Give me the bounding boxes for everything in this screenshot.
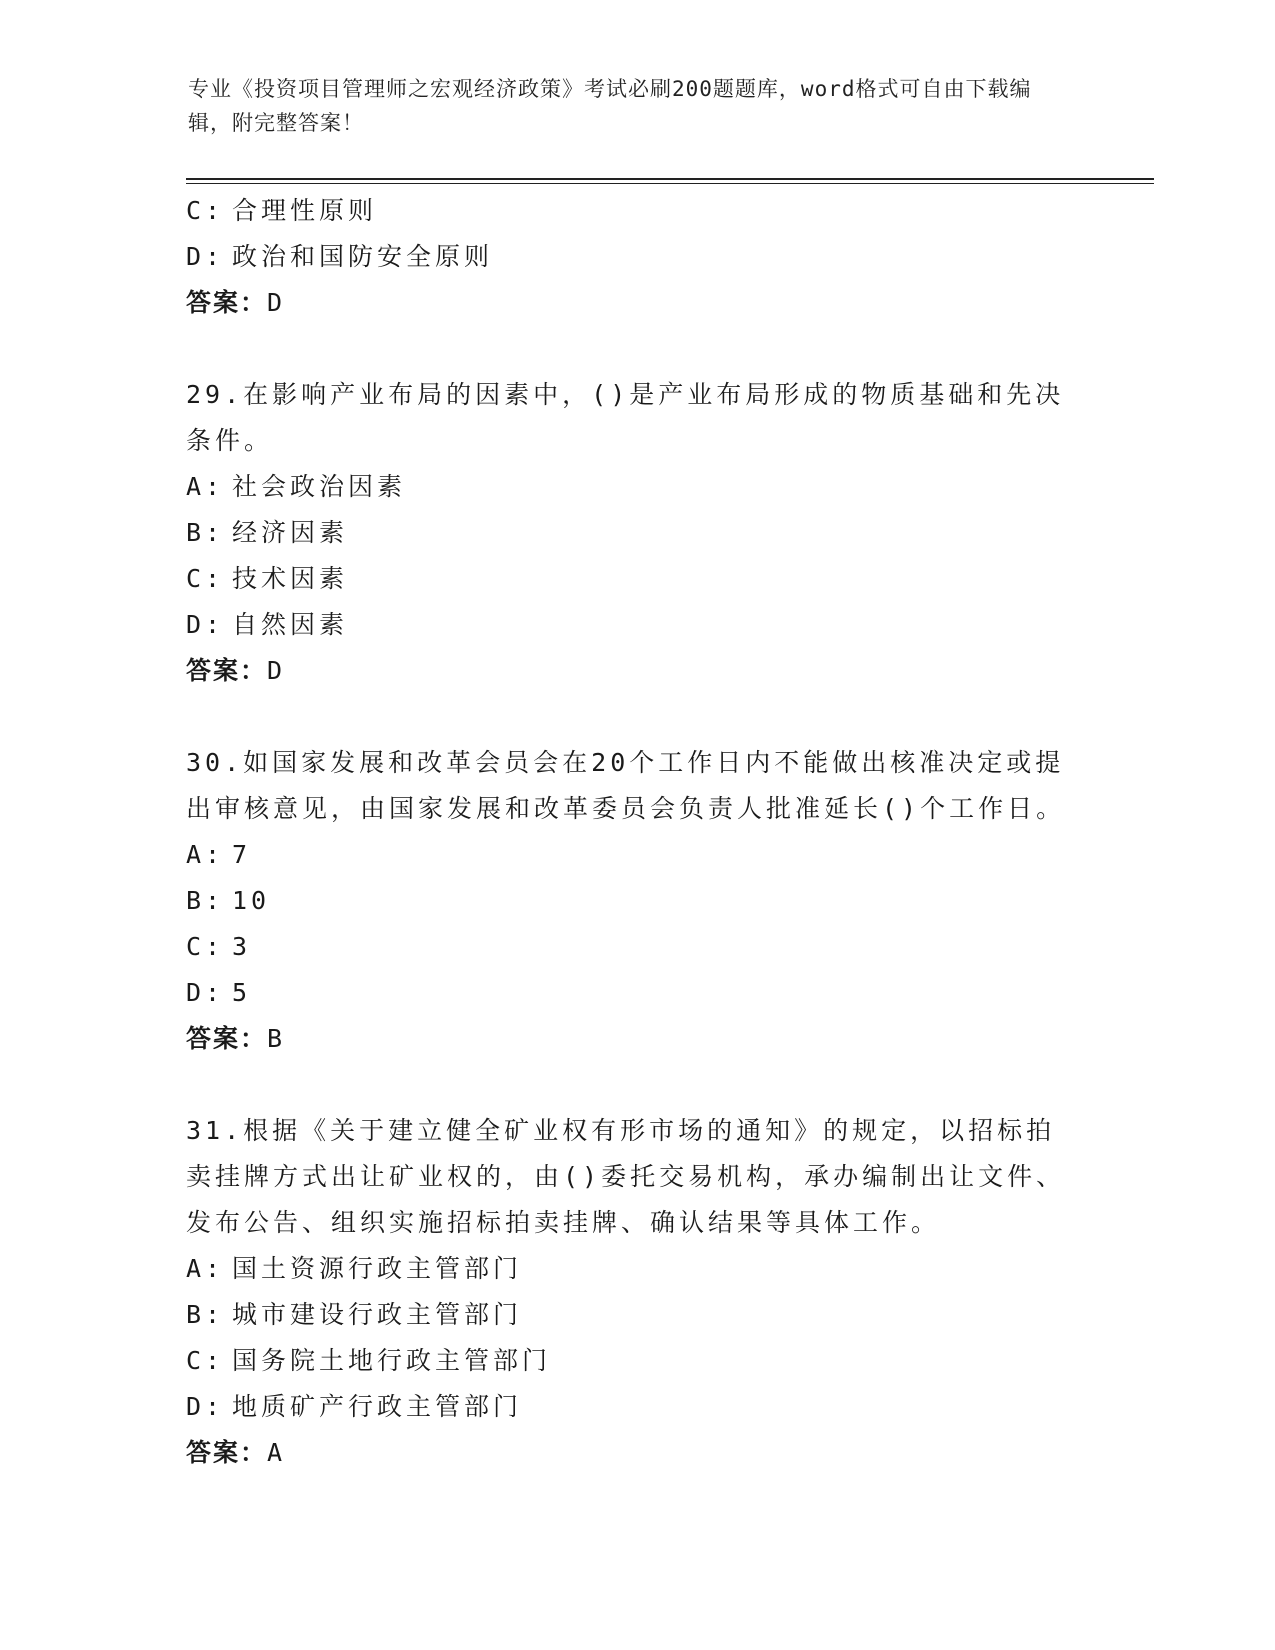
option-b: B: 10: [186, 886, 271, 915]
question-text: 29.在影响产业布局的因素中，()是产业布局形成的物质基础和先决条件。: [186, 380, 1065, 455]
question-text: 30.如国家发展和改革会员会在20个工作日内不能做出核准决定或提出审核意见，由国家发展和改革委员会负责人批准延长()个工作日。: [186, 748, 1066, 823]
document-body: [186, 188, 1086, 1476]
option-b: B: 经济因素: [186, 518, 349, 547]
option-a: A: 社会政治因素: [186, 472, 407, 501]
answer-line: 答案：B: [186, 1024, 285, 1053]
answer-line: 答案：D: [186, 656, 285, 685]
header-rule-thin: [186, 183, 1154, 184]
question-31: [186, 1108, 1086, 1476]
option-b: B: 城市建设行政主管部门: [186, 1300, 523, 1329]
option-a: A: 7: [186, 840, 252, 869]
option-d: D: 自然因素: [186, 610, 349, 639]
document-header: 专业《投资项目管理师之宏观经济政策》考试必刷200题题库，word格式可自由下载编辑，附完整答案！: [188, 77, 1032, 135]
option-c: C: 3: [186, 932, 252, 961]
option-d: D: 地质矿产行政主管部门: [186, 1392, 523, 1421]
answer-line: 答案：A: [186, 1438, 285, 1467]
option-d: D: 5: [186, 978, 252, 1007]
option-c: C: 技术因素: [186, 564, 349, 593]
option-d: D: 政治和国防安全原则: [186, 242, 494, 271]
question-29: [186, 372, 1086, 694]
header-rule-thick: [186, 178, 1154, 180]
answer-line: 答案：D: [186, 288, 285, 317]
option-c: C: 合理性原则: [186, 196, 378, 225]
question-text: 31.根据《关于建立健全矿业权有形市场的通知》的规定，以招标拍卖挂牌方式出让矿业权的，由()委托交易机构，承办编制出让文件、发布公告、组织实施招标拍卖挂牌、确认结果等具体工作。: [186, 1116, 1066, 1237]
prev-question-block: [186, 188, 1086, 326]
option-a: A: 国土资源行政主管部门: [186, 1254, 523, 1283]
question-30: [186, 740, 1086, 1062]
option-c: C: 国务院土地行政主管部门: [186, 1346, 552, 1375]
